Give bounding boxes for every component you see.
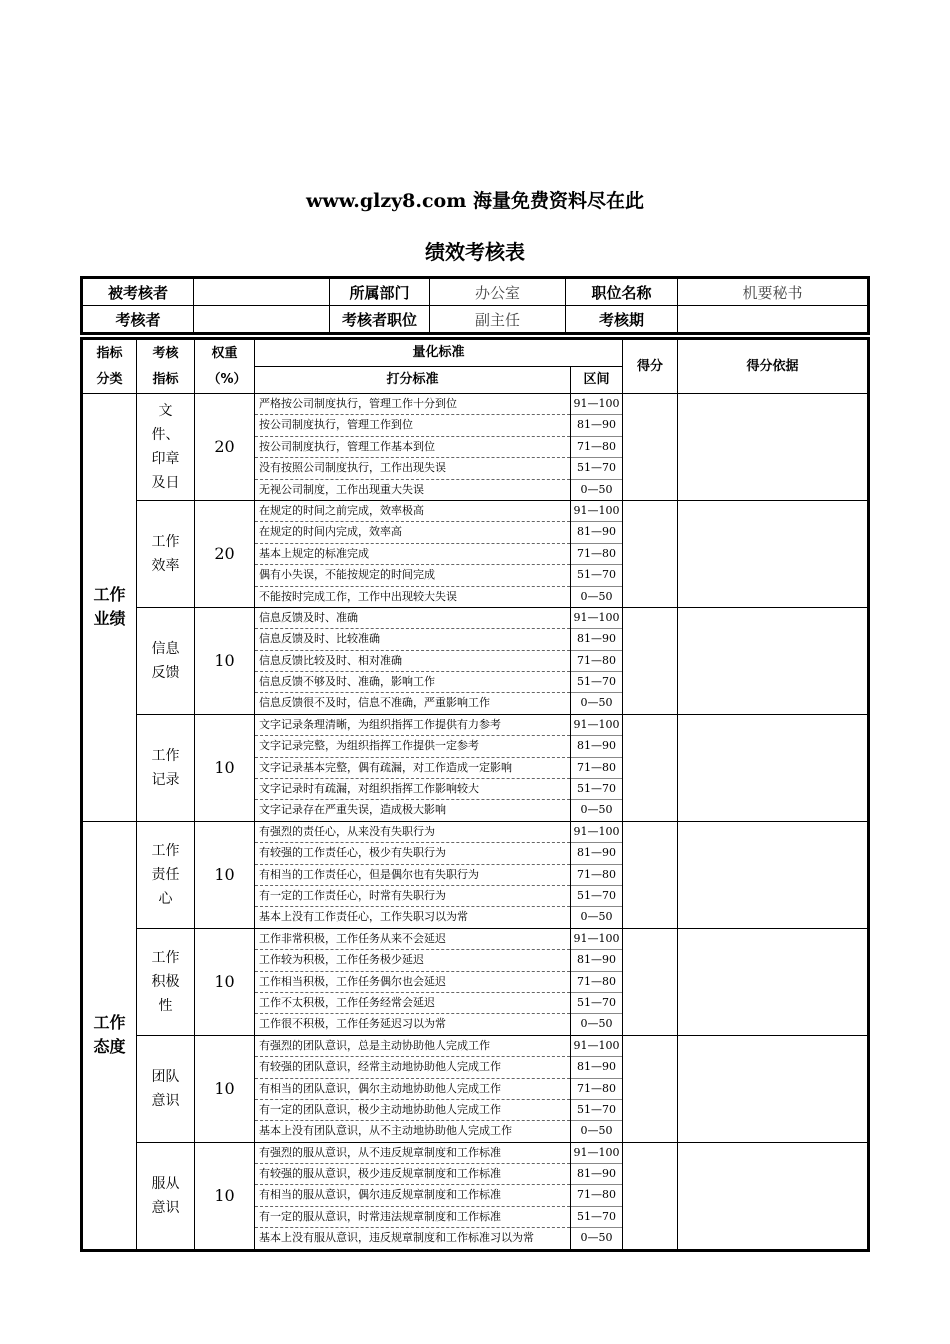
criteria-line: 工作不太积极，工作任务经常会延迟 [255, 993, 570, 1014]
criteria-line: 工作非常积极，工作任务从来不会延迟 [255, 929, 570, 950]
category-name: 工作态度 [93, 1013, 126, 1057]
period-label: 考核期 [566, 306, 678, 334]
criteria-line: 基本上没有工作责任心，工作失职习以为常 [259, 910, 468, 924]
indicator-name: 工作积极性 [151, 949, 180, 1014]
range-value: 91—100 [571, 1143, 622, 1164]
criteria-line: 信息反馈不够及时、准确，影响工作 [255, 672, 570, 693]
table-row [82, 821, 869, 928]
col-indicator-header [137, 339, 195, 394]
criteria-line: 工作相当积极，工作任务偶尔也会延迟 [255, 972, 570, 993]
site-banner: www.glzy8.com 海量免费资料尽在此 [306, 190, 644, 212]
criteria-line: 有强烈的团队意识，总是主动协助他人完成工作 [255, 1036, 570, 1057]
range-value: 81—90 [571, 736, 622, 757]
range-value: 91—100 [571, 715, 622, 736]
criteria-line: 文字记录条理清晰，为组织指挥工作提供有力参考 [255, 715, 570, 736]
range-cell [571, 500, 623, 607]
range-value: 81—90 [571, 629, 622, 650]
col-category-header [82, 339, 137, 394]
criteria-cell [255, 928, 571, 1035]
col-weight-header [195, 339, 255, 394]
col-indicator-text: 考核指标 [152, 345, 179, 387]
weight-value: 10 [195, 928, 255, 1035]
info-table [80, 276, 870, 335]
criteria-line: 信息反馈比较及时、相对准确 [255, 651, 570, 672]
range-value: 0—50 [580, 1017, 613, 1031]
range-value: 0—50 [580, 803, 613, 817]
range-value: 91—100 [571, 1036, 622, 1057]
range-value: 81—90 [571, 415, 622, 436]
range-value: 81—90 [571, 1164, 622, 1185]
range-value: 51—70 [571, 672, 622, 693]
range-value: 0—50 [580, 1124, 613, 1138]
range-value: 0—50 [580, 696, 613, 710]
indicator-name: 工作责任心 [151, 842, 180, 907]
range-cell [571, 394, 623, 501]
examiner-label: 考核者 [82, 306, 194, 334]
criteria-line: 文字记录存在严重失误，造成极大影响 [259, 803, 446, 817]
range-value: 71—80 [571, 1079, 622, 1100]
page-title: 绩效考核表 [425, 240, 525, 264]
basis-field[interactable] [678, 928, 869, 1035]
range-value: 51—70 [571, 458, 622, 479]
range-cell [571, 1142, 623, 1250]
weight-value: 10 [195, 1035, 255, 1142]
range-cell [571, 1035, 623, 1142]
indicator-cell [137, 714, 195, 821]
range-value: 0—50 [580, 910, 613, 924]
indicator-name: 工作效率 [151, 533, 180, 574]
criteria-line: 按公司制度执行，管理工作到位 [255, 415, 570, 436]
table-row [82, 1142, 869, 1250]
weight-value: 10 [195, 1142, 255, 1250]
weight-value: 20 [195, 394, 255, 501]
range-value: 71—80 [571, 1185, 622, 1206]
dept-field[interactable]: 办公室 [430, 278, 566, 306]
criteria-line: 有相当的团队意识，偶尔主动地协助他人完成工作 [255, 1079, 570, 1100]
range-value: 51—70 [571, 1207, 622, 1228]
criteria-line: 在规定的时间内完成，效率高 [255, 522, 570, 543]
criteria-line: 有一定的服从意识，时常违法规章制度和工作标准 [255, 1207, 570, 1228]
score-field[interactable] [623, 714, 678, 821]
dept-label: 所属部门 [330, 278, 430, 306]
range-value: 81—90 [571, 522, 622, 543]
score-field[interactable] [623, 821, 678, 928]
range-cell [571, 928, 623, 1035]
criteria-line: 有相当的服从意识，偶尔违反规章制度和工作标准 [255, 1185, 570, 1206]
col-basis-header: 得分依据 [678, 339, 869, 394]
score-field[interactable] [623, 607, 678, 714]
criteria-cell [255, 607, 571, 714]
indicator-cell [137, 821, 195, 928]
basis-field[interactable] [678, 1142, 869, 1250]
criteria-line: 偶有小失误，不能按规定的时间完成 [255, 565, 570, 586]
criteria-line: 有一定的工作责任心，时常有失职行为 [255, 886, 570, 907]
score-field[interactable] [623, 928, 678, 1035]
info-row [82, 306, 869, 334]
assessment-table [80, 337, 870, 1252]
criteria-line: 按公司制度执行，管理工作基本到位 [255, 437, 570, 458]
col-range-header: 区间 [571, 367, 623, 394]
range-cell [571, 607, 623, 714]
position-field[interactable]: 机要秘书 [678, 278, 869, 306]
score-field[interactable] [623, 1035, 678, 1142]
criteria-line: 工作很不积极，工作任务延迟习以为常 [259, 1017, 446, 1031]
basis-field[interactable] [678, 714, 869, 821]
range-value: 71—80 [571, 544, 622, 565]
weight-value: 20 [195, 500, 255, 607]
indicator-cell [137, 500, 195, 607]
examiner-field[interactable] [194, 306, 330, 334]
range-value: 71—80 [571, 437, 622, 458]
criteria-line: 在规定的时间之前完成，效率极高 [255, 501, 570, 522]
criteria-line: 有较强的团队意识，经常主动地协助他人完成工作 [255, 1057, 570, 1078]
examinee-label: 被考核者 [82, 278, 194, 306]
score-field[interactable] [623, 500, 678, 607]
table-row [82, 714, 869, 821]
range-value: 91—100 [571, 501, 622, 522]
indicator-cell [137, 394, 195, 501]
range-value: 0—50 [580, 589, 613, 603]
range-value: 0—50 [580, 1231, 613, 1245]
criteria-line: 不能按时完成工作，工作中出现较大失误 [259, 589, 457, 603]
table-row [82, 607, 869, 714]
range-value: 81—90 [571, 843, 622, 864]
criteria-line: 基本上规定的标准完成 [255, 544, 570, 565]
criteria-line: 有一定的团队意识，极少主动地协助他人完成工作 [255, 1100, 570, 1121]
criteria-line: 信息反馈及时、比较准确 [255, 629, 570, 650]
range-value: 71—80 [571, 758, 622, 779]
basis-field[interactable] [678, 607, 869, 714]
criteria-line: 无视公司制度，工作出现重大失误 [259, 482, 424, 496]
table-row [82, 394, 869, 501]
criteria-line: 有相当的工作责任心，但是偶尔也有失职行为 [255, 865, 570, 886]
range-value: 51—70 [571, 886, 622, 907]
criteria-cell [255, 821, 571, 928]
criteria-line: 没有按照公司制度执行，工作出现失误 [255, 458, 570, 479]
criteria-line: 有较强的工作责任心，极少有失职行为 [255, 843, 570, 864]
range-value: 71—80 [571, 972, 622, 993]
indicator-cell [137, 1035, 195, 1142]
position-label: 职位名称 [566, 278, 678, 306]
indicator-name: 文件、印章及日 [151, 402, 180, 491]
score-field[interactable] [623, 1142, 678, 1250]
indicator-cell [137, 1142, 195, 1250]
range-cell [571, 714, 623, 821]
examiner-position-field[interactable]: 副主任 [430, 306, 566, 334]
range-value: 0—50 [580, 482, 613, 496]
indicator-cell [137, 928, 195, 1035]
range-value: 51—70 [571, 565, 622, 586]
info-row [82, 278, 869, 306]
weight-value: 10 [195, 607, 255, 714]
criteria-line: 严格按公司制度执行，管理工作十分到位 [255, 394, 570, 415]
criteria-cell [255, 500, 571, 607]
range-value: 81—90 [571, 950, 622, 971]
indicator-name: 团队意识 [151, 1068, 180, 1109]
indicator-name: 工作记录 [151, 747, 180, 788]
weight-value: 10 [195, 821, 255, 928]
criteria-cell [255, 714, 571, 821]
basis-field[interactable] [678, 500, 869, 607]
range-value: 91—100 [571, 822, 622, 843]
criteria-line: 信息反馈及时、准确 [255, 608, 570, 629]
criteria-line: 基本上没有服从意识，违反规章制度和工作标准习以为常 [259, 1231, 534, 1245]
criteria-line: 信息反馈很不及时，信息不准确，严重影响工作 [259, 696, 490, 710]
examiner-position-label: 考核者职位 [330, 306, 430, 334]
range-value: 91—100 [571, 608, 622, 629]
criteria-cell [255, 1035, 571, 1142]
category-cell [82, 821, 137, 1250]
criteria-line: 有强烈的责任心，从来没有失职行为 [255, 822, 570, 843]
criteria-line: 文字记录基本完整，偶有疏漏，对工作造成一定影响 [255, 758, 570, 779]
col-category-text: 指标分类 [96, 345, 123, 387]
period-field[interactable] [678, 306, 869, 334]
basis-field[interactable] [678, 1035, 869, 1142]
criteria-line: 有较强的服从意识，极少违反规章制度和工作标准 [255, 1164, 570, 1185]
criteria-line: 有强烈的服从意识，从不违反规章制度和工作标准 [255, 1143, 570, 1164]
category-name: 工作业绩 [93, 585, 126, 629]
weight-value: 10 [195, 714, 255, 821]
indicator-name: 服从意识 [151, 1175, 180, 1216]
range-value: 81—90 [571, 1057, 622, 1078]
range-value: 71—80 [571, 651, 622, 672]
table-row [82, 1035, 869, 1142]
criteria-line: 文字记录完整，为组织指挥工作提供一定参考 [255, 736, 570, 757]
range-value: 71—80 [571, 865, 622, 886]
range-value: 51—70 [571, 993, 622, 1014]
examinee-field[interactable] [194, 278, 330, 306]
table-row [82, 928, 869, 1035]
category-cell [82, 394, 137, 822]
criteria-cell [255, 1142, 571, 1250]
range-value: 91—100 [571, 394, 622, 415]
score-field[interactable] [623, 394, 678, 501]
table-row [82, 500, 869, 607]
col-score-header: 得分 [623, 339, 678, 394]
col-weight-text: 权重（%） [207, 345, 247, 387]
indicator-cell [137, 607, 195, 714]
basis-field[interactable] [678, 821, 869, 928]
range-value: 91—100 [571, 929, 622, 950]
criteria-cell [255, 394, 571, 501]
criteria-line: 工作较为积极，工作任务极少延迟 [255, 950, 570, 971]
criteria-line: 基本上没有团队意识，从不主动地协助他人完成工作 [259, 1124, 512, 1138]
range-value: 51—70 [571, 779, 622, 800]
col-criteria-header: 打分标准 [255, 367, 571, 394]
indicator-name: 信息反馈 [151, 640, 180, 681]
col-quant-header: 量化标准 [255, 339, 623, 367]
range-cell [571, 821, 623, 928]
criteria-line: 文字记录时有疏漏，对组织指挥工作影响较大 [255, 779, 570, 800]
basis-field[interactable] [678, 394, 869, 501]
range-value: 51—70 [571, 1100, 622, 1121]
